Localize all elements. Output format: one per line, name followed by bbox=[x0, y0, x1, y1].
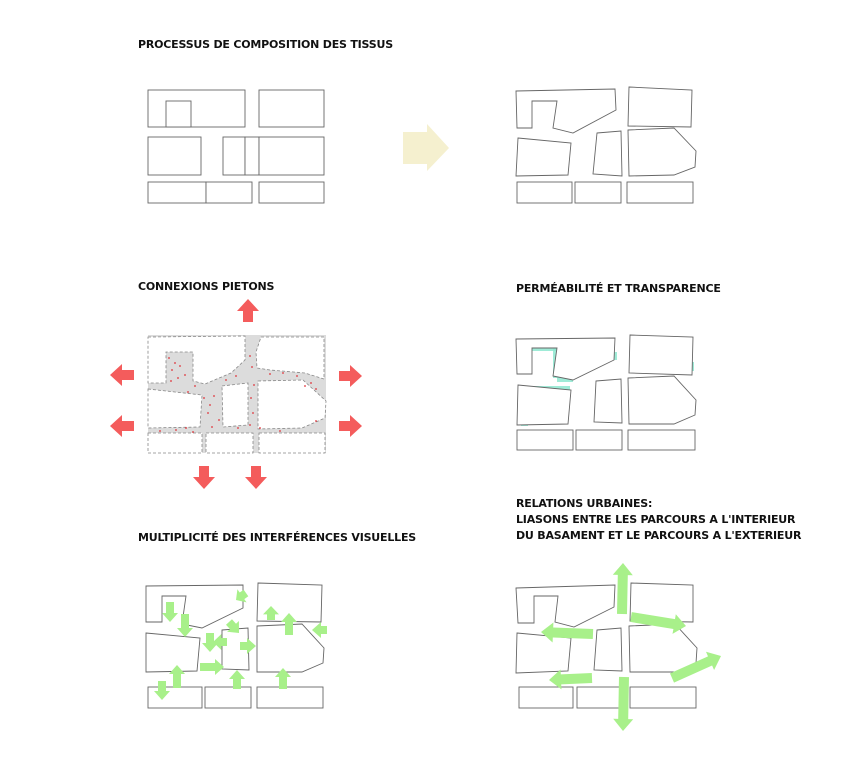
urban-relation-arrow-icon bbox=[613, 563, 633, 614]
title-visual-interferences: MULTIPLICITÉ DES INTERFÉRENCES VISUELLES bbox=[138, 531, 417, 544]
title-urban-relations-line3: DU BASAMENT ET LE PARCOURS A L'EXTERIEUR bbox=[516, 529, 802, 542]
title-pedestrian-connections: CONNEXIONS PIETONS bbox=[138, 280, 275, 293]
title-urban-relations-line2: LIASONS ENTRE LES PARCOURS A L'INTERIEUR bbox=[516, 513, 796, 526]
title-composition-process: PROCESSUS DE COMPOSITION DES TISSUS bbox=[138, 38, 393, 51]
title-permeability-transparency: PERMÉABILITÉ ET TRANSPARENCE bbox=[516, 282, 721, 295]
urban-relation-arrow-icon bbox=[549, 670, 592, 690]
title-urban-relations-line1: RELATIONS URBAINES: bbox=[516, 497, 653, 510]
